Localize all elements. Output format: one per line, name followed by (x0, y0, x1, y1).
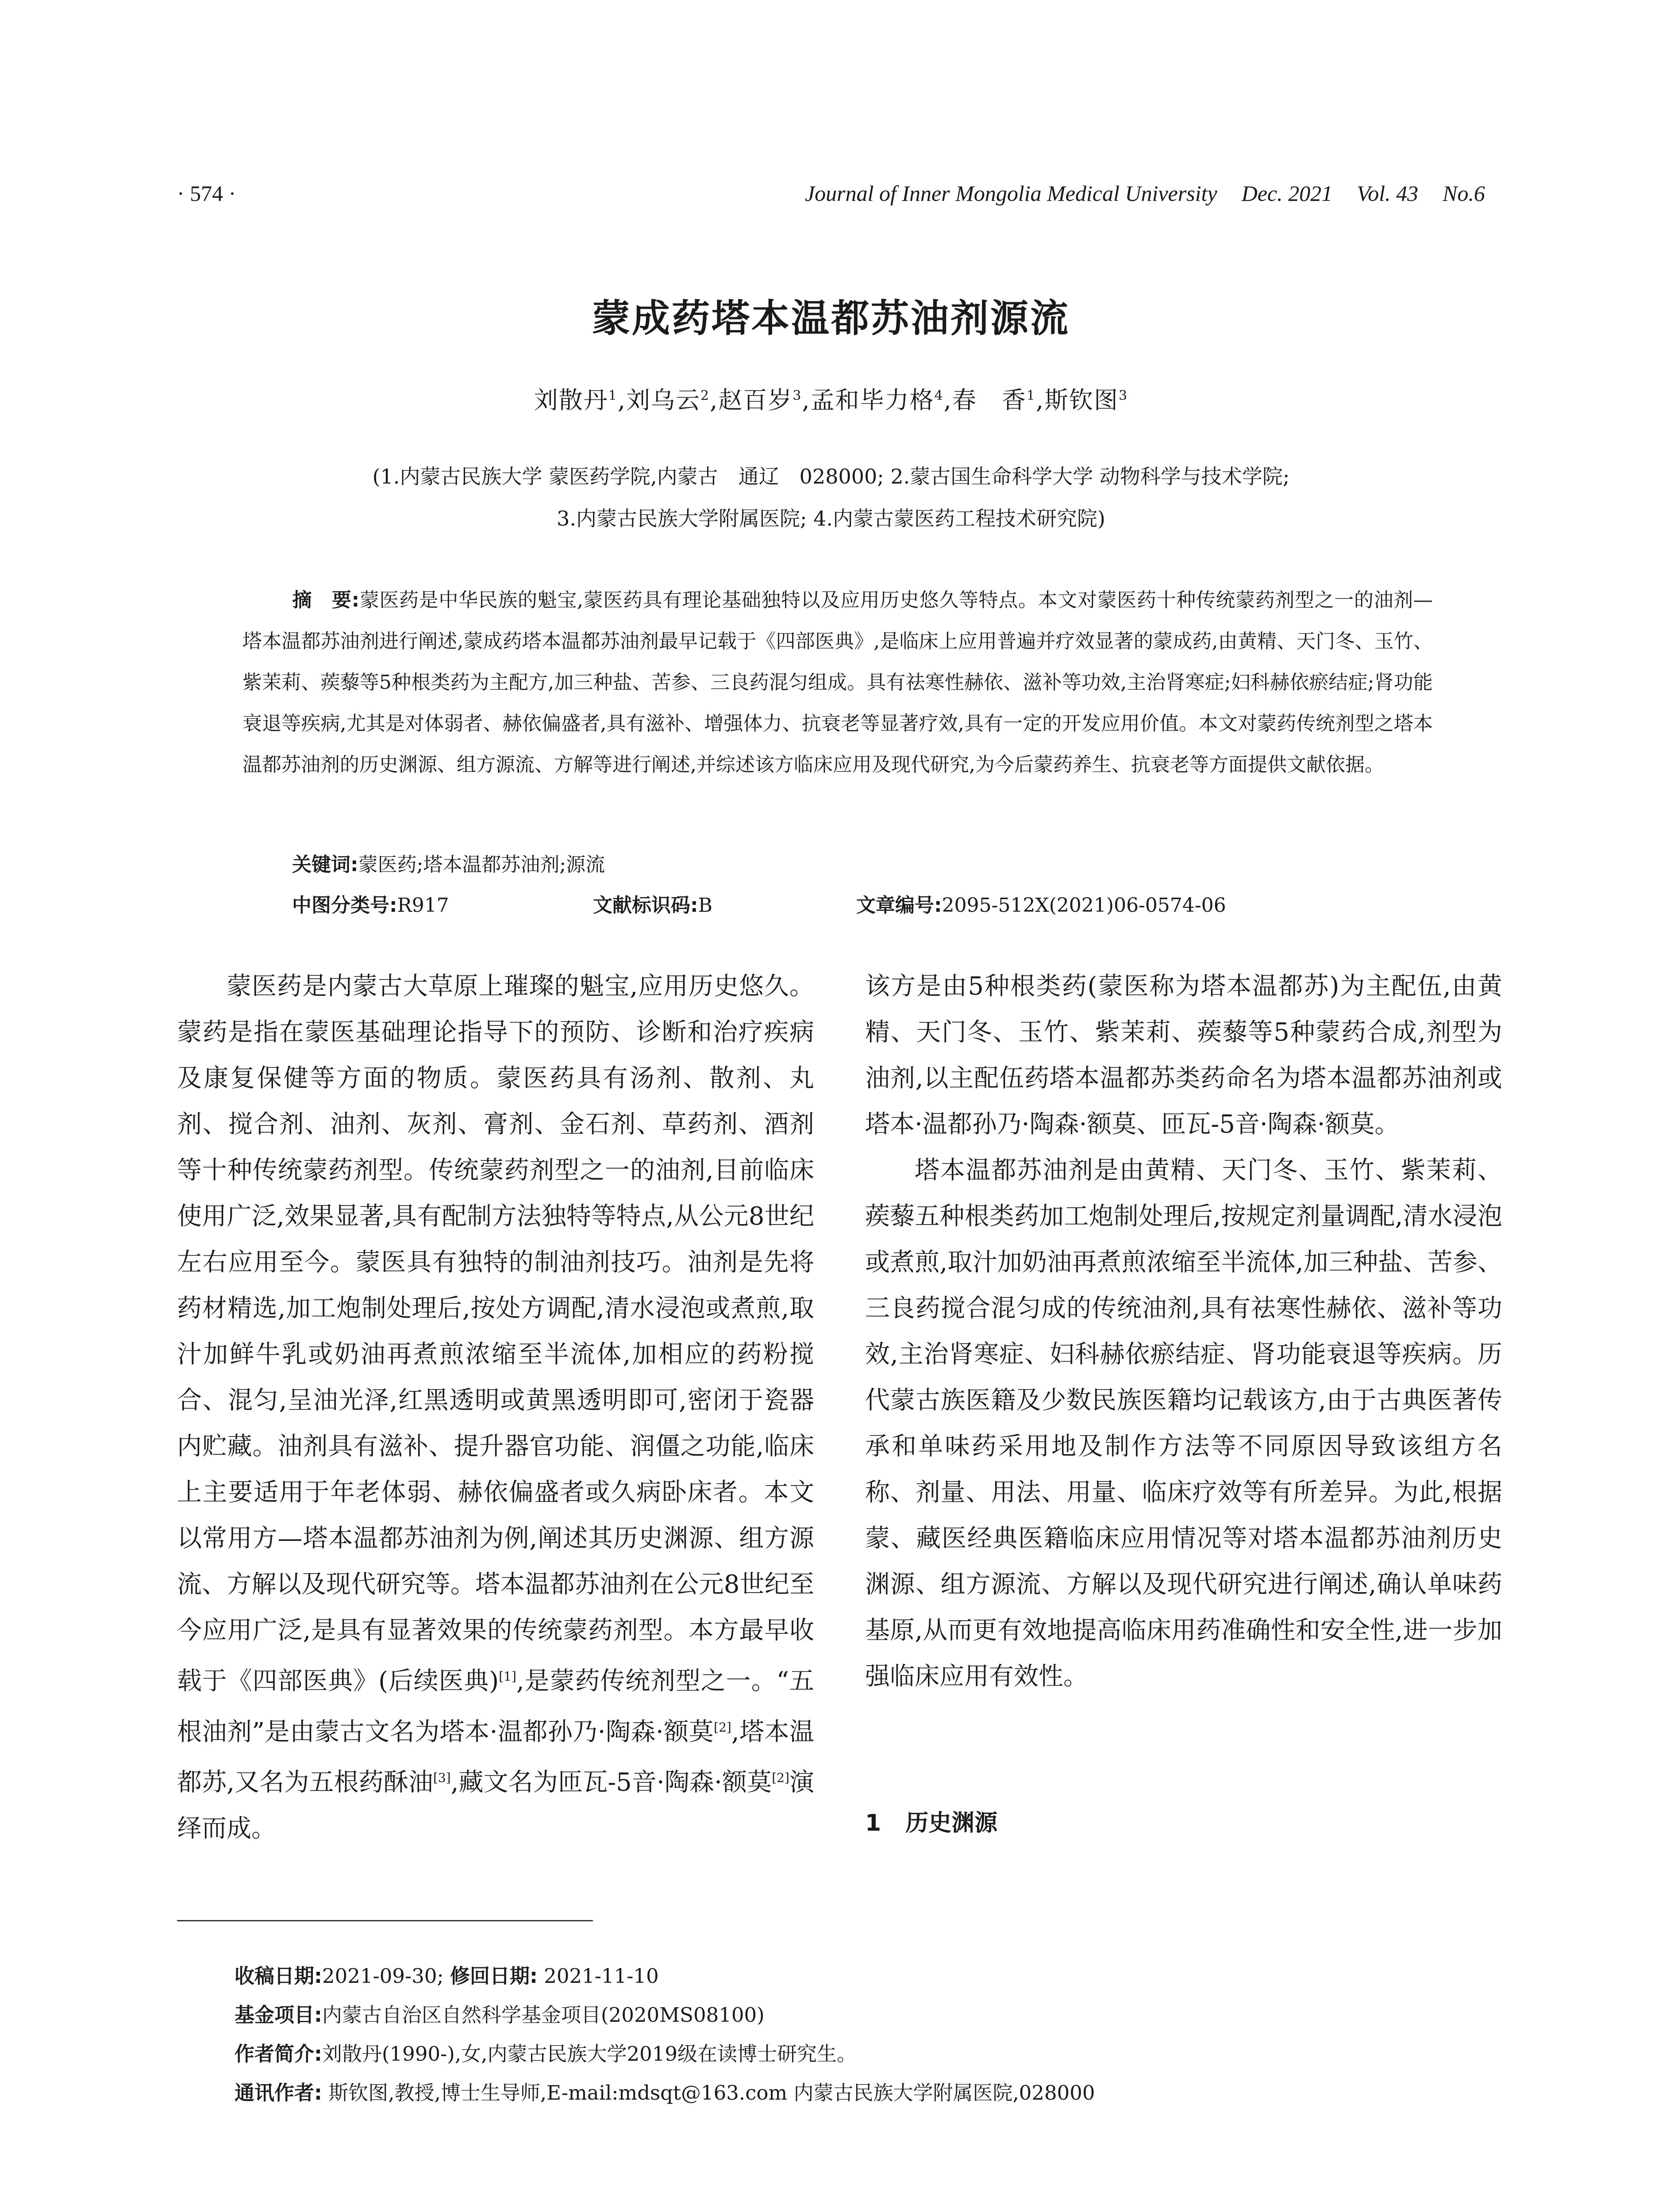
footnote-dates (235, 1960, 659, 1989)
author: 赵百岁 (718, 386, 793, 414)
body-paragraph: 该方是由5种根类药(蒙医称为塔本温都苏)为主配伍,由黄精、天门冬、玉竹、紫茉莉、蒺藜等5种蒙药合成,剂型为油剂,以主配伍药塔本温都苏类药命名为塔本温都苏油剂或塔本·温都孙乃·陶森·额莫、匝瓦-5音·陶森·额莫。 (865, 972, 1503, 1139)
clc-label: 中图分类号: (292, 894, 397, 917)
author: 春 香 (952, 386, 1027, 414)
body-paragraph (177, 964, 814, 1852)
received-date: 2021-09-30; (322, 1964, 444, 1988)
keywords (292, 849, 605, 877)
clc-number (292, 889, 449, 918)
paragraph-text: ,藏文名为匝瓦-5音·陶森·额莫 (450, 1768, 772, 1797)
issue-number: No.6 (1443, 181, 1485, 206)
body-paragraph: 塔本温都苏油剂是由黄精、天门冬、玉竹、紫茉莉、蒺藜五种根类药加工炮制处理后,按规定剂量调配,清水浸泡或煮煎,取汁加奶油再煮煎浓缩至半流体,加三种盐、苦参、三良药搅合混匀成的传统油剂,具有祛寒性赫依、滋补等功效,主治肾寒症、妇科赫依瘀结症、肾功能衰退等疾病。历代蒙古族医籍及少数民族医籍均记载该方,由于古典医著传承和单味药采用地及制作方法等不同原因导致该组方名称、剂量、用法、用量、临床疗效等有所差异。为此,根据蒙、藏医经典医籍临床应用情况等对塔本温都苏油剂历史渊源、组方源流、方解以及现代研究进行阐述,确认单味药基原,从而更有效地提高临床用药准确性和安全性,进一步加强临床应用有效性。 (865, 1156, 1502, 1691)
author: 刘乌云 (626, 386, 701, 414)
author-bio-text: 刘散丹(1990-),女,内蒙古民族大学2019级在读博士研究生。 (322, 2042, 857, 2066)
footnote-correspondence (235, 2077, 1095, 2105)
paragraph-text: 演绎而成。 (177, 1768, 814, 1843)
revised-label: 修回日期: (450, 1964, 538, 1988)
section-number: 1 (865, 1810, 881, 1836)
revised-date: 2021-11-10 (537, 1964, 659, 1988)
body-column-left (177, 964, 814, 1852)
footnote-divider (177, 1920, 593, 1921)
fund-text: 内蒙古自治区自然科学基金项目(2020MS08100) (322, 2003, 765, 2027)
received-label: 收稿日期: (235, 1964, 322, 1988)
author: 刘散丹 (534, 386, 608, 414)
author: 斯钦图 (1044, 386, 1119, 414)
paragraph-text: 蒙医药是内蒙古大草原上璀璨的魁宝,应用历史悠久。蒙药是指在蒙医基础理论指导下的预防、诊断和治疗疾病及康复保健等方面的物质。蒙医药具有汤剂、散剂、丸剂、搅合剂、油剂、灰剂、膏剂、金石剂、草药剂、酒剂等十种传统蒙药剂型。传统蒙药剂型之一的油剂,目前临床使用广泛,效果显著,具有配制方法独特等特点,从公元8世纪左右应用至今。蒙医具有独特的制油剂技巧。油剂是先将药材精选,加工炮制处理后,按处方调配,清水浸泡或煮煎,取汁加鲜牛乳或奶油再煮煎浓缩至半流体,加相应的药粉搅合、混匀,呈油光泽,红黑透明或黄黑透明即可,密闭于瓷器内贮藏。油剂具有滋补、提升器官功能、润僵之功能,临床上主要适用于年老体弱、赫依偏盛者或久病卧床者。本文以常用方—塔本温都苏油剂为例,阐述其历史渊源、组方源流、方解以及现代研究等。塔本温都苏油剂在公元8世纪至今应用广泛,是具有显著效果的传统蒙药剂型。本方最早收载于《四部医典》(后续医典) (177, 972, 814, 1696)
abstract (242, 580, 1433, 785)
author-list: 刘散丹$^1$,刘乌云$^2$,赵百岁$^3$,孟和毕力格$^4$,春 香$^1$,斯钦图$^3$ (534, 386, 1128, 414)
citation: [1] (499, 1669, 516, 1684)
body-column-right (865, 964, 1502, 1700)
section-title: 历史渊源 (905, 1810, 998, 1836)
author-affil: 1 (1026, 388, 1036, 403)
author-affil: 3 (793, 388, 802, 403)
paragraph-text: ,塔本温都苏,又名为五根药酥油 (177, 1717, 815, 1797)
corresponding-label: 通讯作者: (235, 2081, 322, 2104)
keywords-text: 蒙医药;塔本温都苏油剂;源流 (358, 853, 605, 876)
abstract-text: 蒙医药是中华民族的魁宝,蒙医药具有理论基础独特以及应用历史悠久等特点。本文对蒙医药十种传统蒙药剂型之一的油剂—塔本温都苏油剂进行阐述,蒙成药塔本温都苏油剂最早记载于《四部医典》,是临床上应用普遍并疗效显著的蒙成药,由黄精、天门冬、玉竹、紫茉莉、蒺藜等5种根类药为主配方,加三种盐、苦参、三良药混匀组成。具有祛寒性赫依、滋补等功效,主治肾寒症;妇科赫依瘀结症;肾功能衰退等疾病,尤其是对体弱者、赫依偏盛者,具有滋补、增强体力、抗衰老等显著疗效,具有一定的开发应用价值。本文对蒙药传统剂型之塔本温都苏油剂的历史渊源、组方源流、方解等进行阐述,并综述该方临床应用及现代研究,为今后蒙药养生、抗衰老等方面提供文献依据。 (242, 589, 1433, 776)
affiliation-line: (1.内蒙古民族大学 蒙医药学院,内蒙古 通辽 028000; 2.蒙古国生命科学大学 动物科学与技术学院; (372, 465, 1290, 488)
citation: [3] (433, 1770, 451, 1786)
corresponding-text: 斯钦图,教授,博士生导师,E-mail:mdsqt@163.com 内蒙古民族大学附属医院,028000 (322, 2081, 1095, 2104)
author-affil: 4 (934, 388, 944, 403)
volume: Vol. 43 (1357, 181, 1419, 206)
running-header (805, 180, 1485, 206)
fund-label: 基金项目: (235, 2003, 322, 2027)
author-affil: 3 (1119, 388, 1128, 403)
footnote-author (235, 2038, 857, 2066)
author-bio-label: 作者简介: (235, 2042, 322, 2066)
issue-date: Dec. 2021 (1241, 181, 1333, 206)
footnote-fund (235, 1999, 765, 2028)
section-heading (865, 1804, 997, 1837)
affiliation-line: 3.内蒙古民族大学附属医院; 4.内蒙古蒙医药工程技术研究院) (557, 507, 1105, 530)
paper-title: 蒙成药塔本温都苏油剂源流 (592, 296, 1070, 341)
article-label: 文章编号: (856, 894, 942, 917)
document-code (593, 889, 712, 918)
citation: [2] (772, 1770, 789, 1786)
page-number: · 574 · (177, 181, 236, 206)
citation: [2] (714, 1720, 731, 1735)
article-number (856, 889, 1226, 918)
author: 孟和毕力格 (810, 386, 935, 414)
author-affil: 2 (700, 388, 710, 403)
author-affil: 1 (608, 388, 618, 403)
keywords-label: 关键词: (292, 853, 358, 876)
doc-value: B (698, 894, 712, 917)
article-value: 2095-512X(2021)06-0574-06 (942, 894, 1226, 917)
paragraph-text: ,是蒙药传统剂型之一。“五根油剂”是由蒙古文名为塔本·温都孙乃·陶森·额莫 (177, 1667, 814, 1747)
doc-label: 文献标识码: (593, 894, 698, 917)
abstract-label: 摘 要: (292, 589, 360, 611)
journal-name: Journal of Inner Mongolia Medical University (804, 181, 1217, 206)
clc-value: R917 (397, 894, 449, 917)
